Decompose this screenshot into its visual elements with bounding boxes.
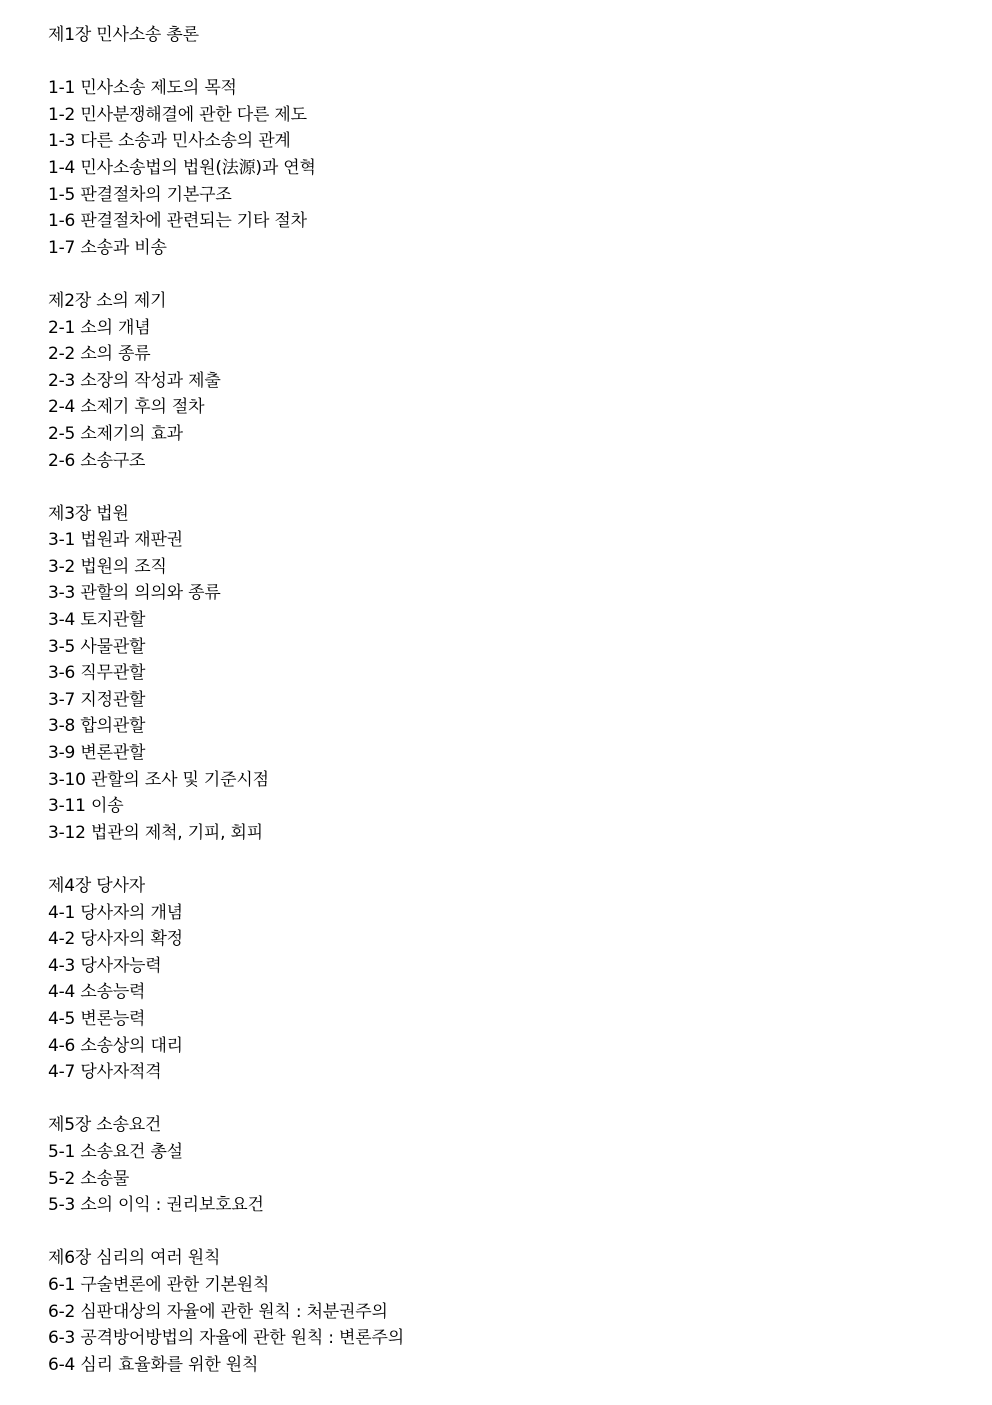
section-item: 3-7 지정관할 (48, 689, 146, 710)
chapter-1 (48, 22, 948, 261)
section-item: 4-6 소송상의 대리 (48, 1035, 183, 1056)
section-item: 1-4 민사소송법의 법원(法源)과 연혁 (48, 157, 316, 178)
table-of-contents (48, 22, 948, 1405)
section-item: 1-5 판결절차의 기본구조 (48, 184, 232, 205)
section-item: 4-7 당사자적격 (48, 1062, 162, 1083)
chapter-title: 제4장 당사자 (48, 876, 145, 896)
section-item: 5-2 소송물 (48, 1168, 130, 1189)
section-item: 5-1 소송요건 총설 (48, 1141, 183, 1162)
chapter-5 (48, 1112, 948, 1218)
chapter-title: 제5장 소송요건 (48, 1115, 162, 1136)
section-item: 1-2 민사분쟁해결에 관한 다른 제도 (48, 104, 307, 125)
section-item: 3-5 사물관할 (48, 636, 146, 657)
section-item: 4-1 당사자의 개념 (48, 902, 183, 923)
section-item: 1-1 민사소송 제도의 목적 (48, 78, 237, 99)
chapter-2 (48, 288, 948, 474)
section-item: 2-6 소송구조 (48, 450, 146, 471)
section-item: 6-4 심리 효율화를 위한 원칙 (48, 1354, 259, 1375)
section-item: 2-1 소의 개념 (48, 317, 151, 338)
section-item: 6-1 구술변론에 관한 기본원칙 (48, 1274, 270, 1295)
section-item: 1-6 판결절차에 관련되는 기타 절차 (48, 211, 307, 232)
section-item: 4-2 당사자의 확정 (48, 929, 183, 950)
section-item: 3-4 토지관할 (48, 610, 146, 631)
chapter-title: 제1장 민사소송 총론 (48, 25, 199, 45)
section-item: 6-3 공격방어방법의 자율에 관한 원칙 : 변론주의 (48, 1328, 404, 1349)
section-item: 3-9 변론관할 (48, 743, 146, 764)
chapter-4 (48, 873, 948, 1086)
section-item: 3-1 법원과 재판권 (48, 530, 183, 551)
chapter-title: 제3장 법원 (48, 503, 129, 524)
blank-line (48, 49, 948, 76)
chapter-title: 제6장 심리의 여러 원칙 (48, 1248, 221, 1269)
section-item: 3-8 합의관할 (48, 716, 146, 737)
section-item: 3-3 관할의 의의와 종류 (48, 583, 221, 604)
chapter-title: 제2장 소의 제기 (48, 290, 167, 311)
section-item: 3-6 직무관할 (48, 663, 146, 684)
section-item: 4-4 소송능력 (48, 982, 146, 1003)
section-item: 2-5 소제기의 효과 (48, 423, 183, 444)
section-item: 1-7 소송과 비송 (48, 237, 167, 258)
section-item: 2-4 소제기 후의 절차 (48, 397, 205, 418)
section-item: 2-3 소장의 작성과 제출 (48, 370, 221, 391)
section-item: 4-5 변론능력 (48, 1008, 146, 1029)
section-item: 3-2 법원의 조직 (48, 556, 167, 577)
section-item: 2-2 소의 종류 (48, 344, 151, 365)
section-item: 1-3 다른 소송과 민사소송의 관계 (48, 131, 291, 152)
section-item: 5-3 소의 이익 : 권리보호요건 (48, 1195, 264, 1216)
section-item: 3-11 이송 (48, 796, 124, 817)
section-item: 6-2 심판대상의 자율에 관한 원칙 : 처분권주의 (48, 1301, 388, 1322)
section-item: 3-12 법관의 제척, 기피, 회피 (48, 822, 264, 843)
section-item: 4-3 당사자능력 (48, 955, 162, 976)
section-item: 3-10 관할의 조사 및 기준시점 (48, 769, 269, 790)
chapter-3 (48, 501, 948, 847)
chapter-6 (48, 1245, 948, 1378)
